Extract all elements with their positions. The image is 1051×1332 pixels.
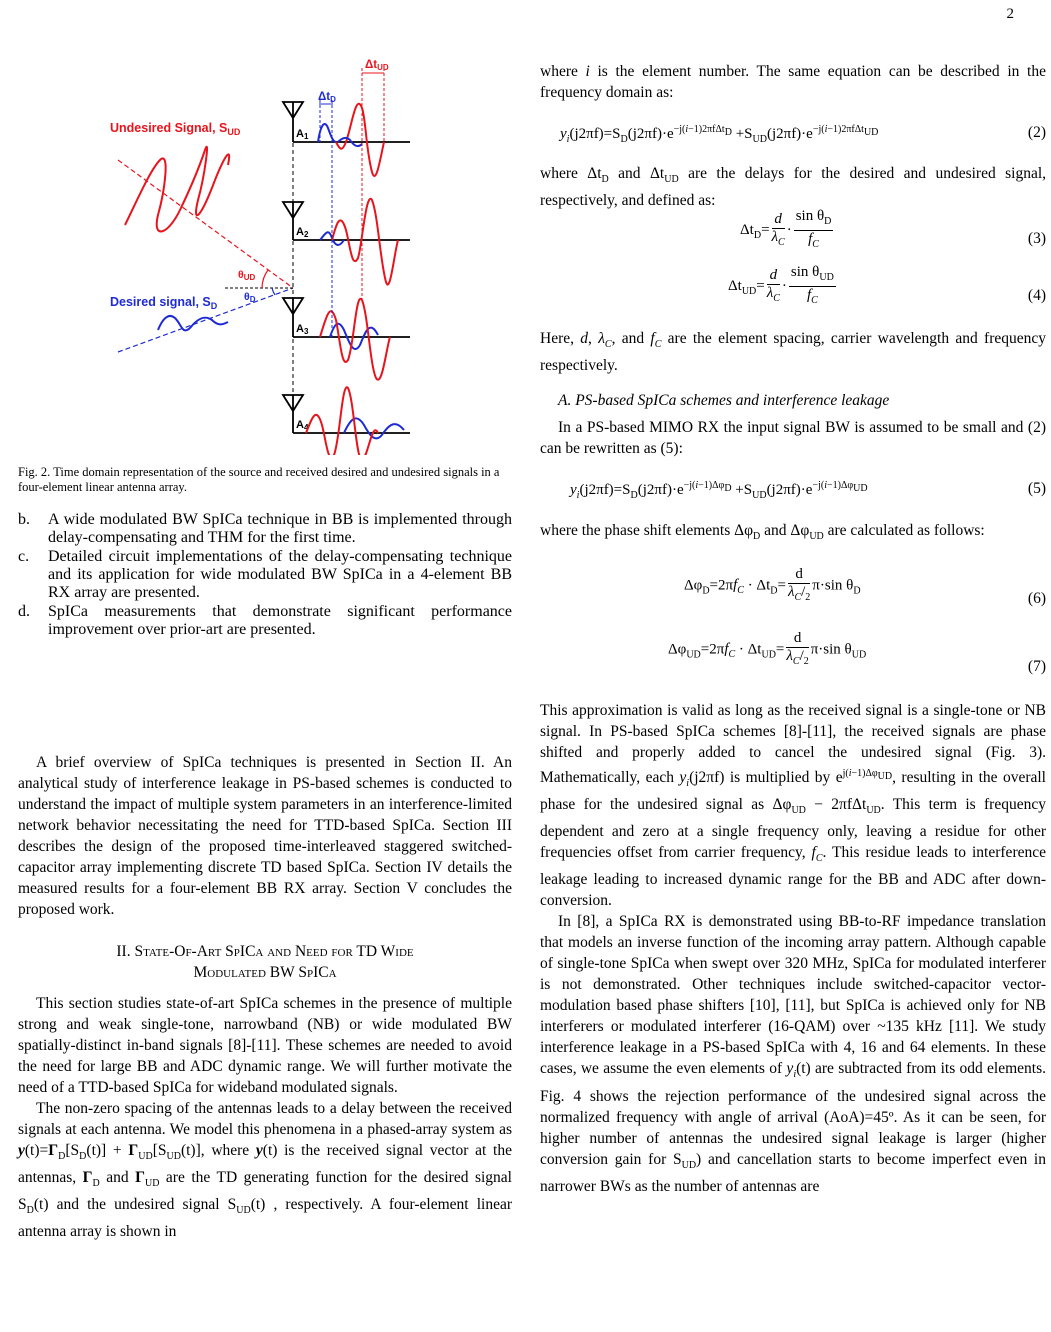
equation-number: (5) — [1027, 480, 1046, 497]
paragraph-approximation: This approximation is valid as long as the received signal is a single-tone or NB signal. In PS-based SpICa schemes [8]-[11], the received signals are phase shifted and properly added to cancel the undesired signal (Fig. 3). Mathematically, each $y_i(j2\pi f)$ is multiplied by $e^{j(i-1)\Delta\varphi_{UD}}$, resulting in the overall phase for the undesired signal as $\Delta\varphi_{UD} - 2\pi f\Delta t_{UD}$. This term is frequency dependent and zero at a single frequency only, leaving a residue for other frequencies offset from carrier frequency, $f_C$. This residue leads to interference leakage leading to increased dynamic range for the BB and ADC after down-conversion. — [540, 702, 1046, 910]
paragraph-delays: where $\Delta t_D$ and $\Delta t_{UD}$ are the delays for the desired and undesired signal, respectively, and defined as: — [540, 165, 1047, 210]
figure-antenna-array — [40, 55, 420, 455]
figure-caption: Fig. 2. Time domain representation of the source and received desired and undesired signals in a four-element linear antenna array. — [18, 465, 500, 494]
paragraph-ps-mimo: In a PS-based MIMO RX the input signal BW is assumed to be small and (2) can be rewritten as (5): — [540, 419, 1046, 458]
equation-7: $\Delta\varphi_{UD}=2\pi f_C \cdot \Delta t_{UD}=$ $\frac{d}{\lambda_C/_2}$ π·sin $\theta_{UD}$ — [668, 630, 867, 667]
equation-number: (6) — [1027, 590, 1046, 607]
theta-d-label: θD — [244, 291, 256, 304]
antenna-label-a1: A1 — [296, 128, 309, 141]
antenna-label-a3: A3 — [296, 323, 309, 336]
equation-3: $\Delta t_D=$ $\frac{d}{\lambda_C}$ · $\frac{\sin \theta_D}{f_C}$ — [740, 208, 832, 250]
delta-td-label: ΔtD — [318, 91, 336, 104]
equation-2: $y_i(j2\pi f)=S_D(j2\pi f)\cdot e^{-j(i-1)2\pi f\Delta t_D} +S_{UD}(j2\pi f)\cdot e^{-j(i-1)2\pi f\Delta t_{UD}}$ — [560, 124, 879, 145]
desired-signal-label: Desired signal, $S_D$ — [110, 295, 218, 311]
list-item: b. A wide modulated BW SpICa technique in BB is implemented through delay-compensating and THM for the first time. — [18, 511, 512, 546]
subsection-heading: A. PS-based SpICa schemes and interference leakage — [558, 392, 890, 410]
paragraph-element-number: where i is the element number. The same equation can be described in the frequency domain as: — [540, 63, 1046, 101]
equation-5: $y_i(j2\pi f)=S_D(j2\pi f)\cdot e^{-j(i-1)\Delta\varphi_D} +S_{UD}(j2\pi f)\cdot e^{-j(i-1)\Delta\varphi_{UD}}$ — [570, 480, 868, 501]
delta-tud-label: ΔtUD — [365, 59, 389, 72]
antenna-label-a2: A2 — [296, 226, 309, 239]
equation-4: $\Delta t_{UD}=$ $\frac{d}{\lambda_C}$ · $\frac{\sin \theta_{UD}}{f_C}$ — [728, 264, 834, 306]
paragraph-prior-art: In [8], a SpICa RX is demonstrated using BB-to-RF impedance translation that models an inverse function of the incoming array pattern. Although capable of single-tone SpICa when swept over 320 MHz, SpICa for modulated interferer is not demonstrated. Other techniques include switched-capacitor vector-modulation based phase shifters [10], [11], but SpICa is achieved only for NB interferers or modulated interferer (16-QAM) over ~135 kHz [11]. We study interference leakage in a PS-based SpICa with 4, 16 and 64 elements. In these cases, we assume the even elements of $y_i(t)$ are subtracted from its odd elements. Fig. 4 shows the rejection performance of the undesired signal across the normalized frequency with angle of arrival (AoA)=45º. As it can be seen, for higher number of antennas the undesired signal leakage is larger (higher conversion gain for $S_{UD}$) and cancellation starts to become imperfect even in narrower BWs as the number of antennas are — [540, 913, 1046, 1195]
page-number: 2 — [1006, 6, 1014, 22]
contribution-list — [18, 511, 512, 640]
paragraph-phase-shift: where the phase shift elements $\Delta\varphi_D$ and $\Delta\varphi_{UD}$ are calculated as follows: — [540, 522, 985, 543]
list-item: d. SpICa measurements that demonstrate significant performance improvement over prior-art are presented. — [18, 603, 512, 638]
undesired-signal-label: Undesired Signal, $S_{UD}$ — [110, 121, 241, 137]
paragraph-definitions: Here, d, $\lambda_C$, and $f_C$ are the element spacing, carrier wavelength and frequency respectively. — [540, 330, 1046, 375]
paragraph-section-intro: This section studies state-of-art SpICa schemes in the presence of multiple strong and weak single-tone, narrowband (NB) or wide modulated BW spatially-distinct in-band signals [8]-[11]. These schemes are needed to avoid the need for large BB and ADC dynamic range. We will further motivate the need of a TTD-based SpICa for wideband modulated signals. — [18, 995, 512, 1096]
list-item: c. Detailed circuit implementations of the delay-compensating technique and its application for wide modulated BW SpICa in a 4-element BB RX array are presented. — [18, 548, 512, 601]
theta-ud-label: θUD — [238, 269, 256, 282]
equation-number: (3) — [1027, 230, 1046, 247]
equation-number: (4) — [1027, 287, 1046, 304]
section-heading: II. State-Of-Art SpICa and Need for TD Wide Modulated BW SpICa — [116, 943, 414, 981]
paragraph-overview: A brief overview of SpICa techniques is presented in Section II. An analytical study of interference leakage in PS-based schemes is conducted to understand the impact of multiple system parameters in an interference-limited network behavior necessitating the need for TTD-based SpICa. Section III describes the design of the proposed time-interleaved staggered switched-capacitor array implementing discrete TD based SpICa. Section IV details the measured results for a four-element BB RX array. Section V concludes the proposed work. — [18, 754, 512, 918]
equation-number: (7) — [1027, 658, 1046, 675]
equation-number: (2) — [1027, 124, 1046, 141]
equation-6: $\Delta\varphi_D=2\pi f_C \cdot \Delta t_D=$ $\frac{d}{\lambda_C/_2}$ π·sin $\theta_D$ — [684, 566, 861, 603]
antenna-label-a4: A4 — [296, 419, 309, 432]
paragraph-signal-model: The non-zero spacing of the antennas leads to a delay between the received signals at each antenna. We model this phenomena in a phased-array system as $y(t)=\Gamma_D[S_D(t)] + \Gamma_{UD}[S_{UD}(t)]$, where y(t) is the received signal vector at the antennas, $\Gamma_D$ and $\Gamma_{UD}$ are the TD generating function for the desired signal $S_D(t)$ and the undesired signal $S_{UD}(t)$ , respectively. A four-element linear antenna array is shown in — [18, 1100, 512, 1241]
